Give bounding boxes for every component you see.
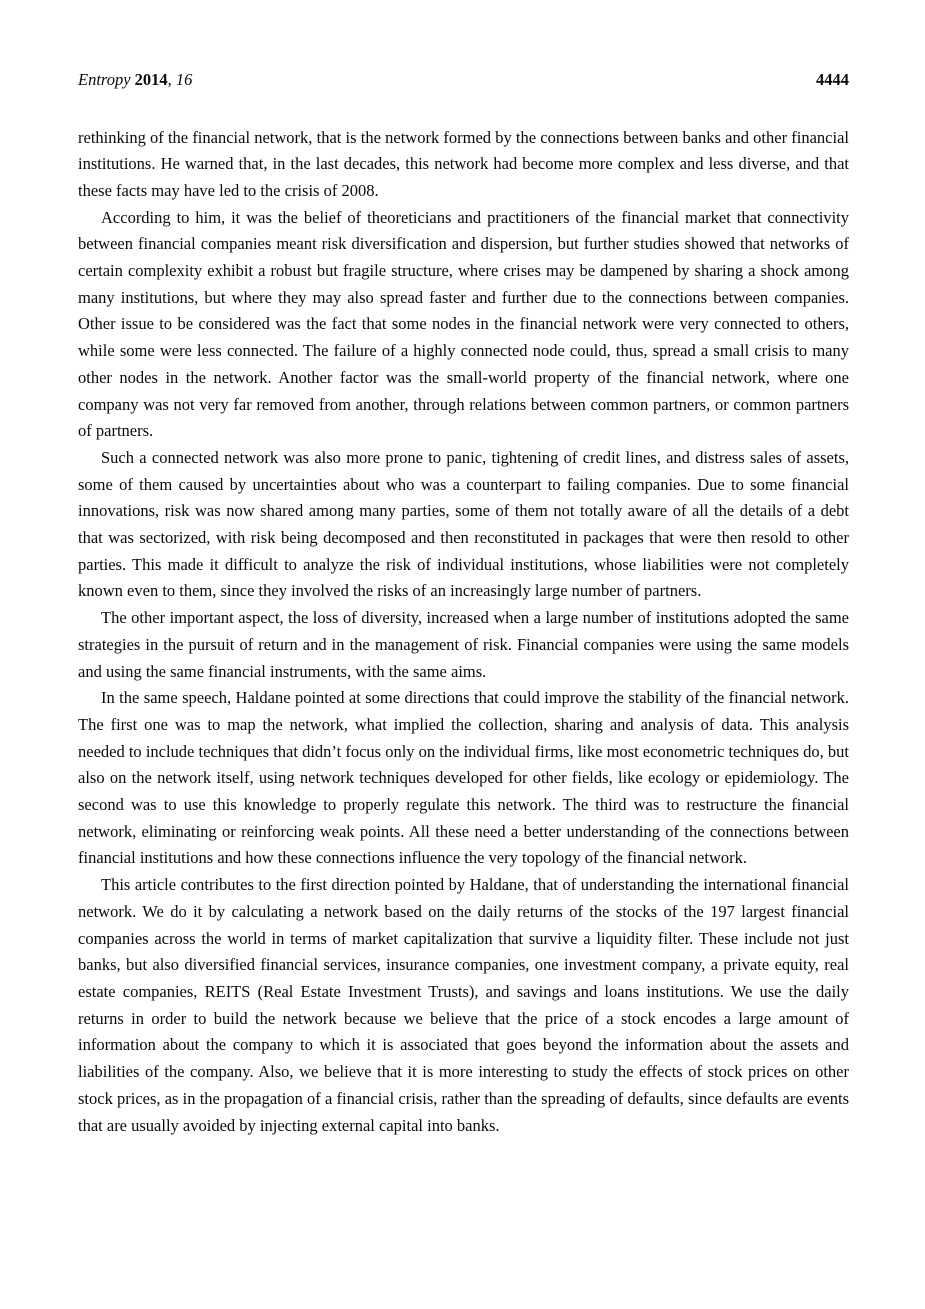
journal-title: Entropy xyxy=(78,70,131,89)
journal-citation xyxy=(78,72,192,89)
paragraph: According to him, it was the belief of theoreticians and practitioners of the financial market that connectivity between financial companies meant risk diversification and dispersion, but further studies showed that networks of certain complexity exhibit a robust but fragile structure, where crises may be dampened by sharing a shock among many institutions, but where they may also spread faster and further due to the connections between companies. Other issue to be considered was the fact that some nodes in the financial network were very connected to others, while some were less connected. The failure of a highly connected node could, thus, spread a small crisis to many other nodes in the network. Another factor was the small-world property of the financial network, where one company was not very far removed from another, through relations between common partners, or common partners of partners. xyxy=(78,207,849,441)
paragraph: The other important aspect, the loss of diversity, increased when a large number of institutions adopted the same strategies in the pursuit of return and in the management of risk. Financial companies were using the same models and using the same financial instruments, with the same aims. xyxy=(78,608,849,681)
page-header xyxy=(78,72,849,89)
journal-volume: 16 xyxy=(175,70,193,89)
journal-year: 2014 xyxy=(134,70,168,89)
citation-separator: , xyxy=(167,70,176,89)
page-number: 4444 xyxy=(816,70,849,89)
paragraph: rethinking of the financial network, that is the network formed by the connections between banks and other financial institutions. He warned that, in the last decades, this network had become more complex and less diverse, and that these facts may have led to the crisis of 2008. xyxy=(78,127,849,200)
article-body xyxy=(78,125,849,1140)
paragraph: In the same speech, Haldane pointed at some directions that could improve the stability of the financial network. The first one was to map the network, what implied the collection, sharing and analysis of data. This analysis needed to include techniques that didn’t focus only on the individual firms, like most econometric techniques do, but also on the network itself, using network techniques developed for other fields, like ecology or epidemiology. The second was to use this knowledge to properly regulate this network. The third was to restructure the financial network, eliminating or reinforcing weak points. All these need a better understanding of the connections between financial institutions and how these connections influence the very topology of the financial network. xyxy=(78,688,849,868)
paragraph: This article contributes to the first direction pointed by Haldane, that of understanding the international financial network. We do it by calculating a network based on the daily returns of the stocks of the 197 largest financial companies across the world in terms of market capitalization that survive a liquidity filter. These include not just banks, but also diversified financial services, insurance companies, one investment company, a private equity, real estate companies, REITS (Real Estate Investment Trusts), and savings and loans institutions. We use the daily returns in order to build the network because we believe that the price of a stock encodes a large amount of information about the company to which it is associated that goes beyond the information about the assets and liabilities of the company. Also, we believe that it is more interesting to study the effects of stock prices on other stock prices, as in the propagation of a financial crisis, rather than the spreading of defaults, since defaults are events that are usually avoided by injecting external capital into banks. xyxy=(78,875,849,1135)
paragraph: Such a connected network was also more prone to panic, tightening of credit lines, and distress sales of assets, some of them caused by uncertainties about who was a counterpart to failing companies. Due to some financial innovations, risk was now shared among many parties, some of them not totally aware of all the details of a debt that was sectorized, with risk being decomposed and then reconstituted in packages that were then resold to other parties. This made it difficult to analyze the risk of individual institutions, whose liabilities were not completely known even to them, since they involved the risks of an increasingly large number of partners. xyxy=(78,447,849,601)
